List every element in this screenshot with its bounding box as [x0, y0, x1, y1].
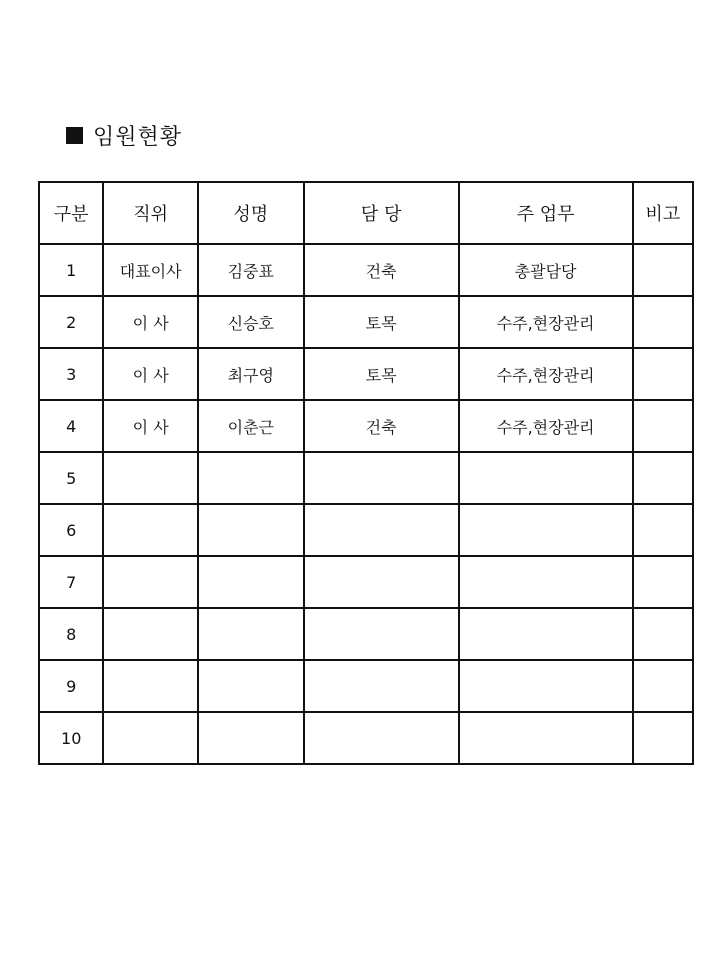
cell-name: 이춘근	[198, 400, 304, 452]
table-row	[39, 348, 693, 400]
cell-note	[633, 244, 693, 296]
cell-note	[633, 400, 693, 452]
table-row	[39, 452, 693, 504]
table-row	[39, 660, 693, 712]
cell-note	[633, 296, 693, 348]
cell-position	[103, 504, 198, 556]
table-row	[39, 400, 693, 452]
cell-number: 3	[39, 348, 103, 400]
table-row	[39, 244, 693, 296]
cell-charge	[304, 712, 459, 764]
header-charge: 담 당	[304, 182, 459, 244]
cell-note	[633, 348, 693, 400]
cell-main-duty	[459, 452, 633, 504]
cell-main-duty	[459, 712, 633, 764]
cell-main-duty	[459, 556, 633, 608]
cell-note	[633, 660, 693, 712]
cell-note	[633, 556, 693, 608]
cell-note	[633, 504, 693, 556]
section-heading	[66, 118, 182, 152]
cell-charge: 건축	[304, 244, 459, 296]
cell-note	[633, 608, 693, 660]
cell-name	[198, 712, 304, 764]
cell-main-duty	[459, 660, 633, 712]
cell-name	[198, 452, 304, 504]
cell-charge: 건축	[304, 400, 459, 452]
cell-charge	[304, 504, 459, 556]
cell-charge: 토목	[304, 296, 459, 348]
header-category: 구분	[39, 182, 103, 244]
cell-name	[198, 608, 304, 660]
cell-number: 9	[39, 660, 103, 712]
cell-number: 8	[39, 608, 103, 660]
cell-number: 10	[39, 712, 103, 764]
cell-name	[198, 504, 304, 556]
table-row	[39, 608, 693, 660]
cell-note	[633, 452, 693, 504]
cell-charge	[304, 452, 459, 504]
header-name: 성명	[198, 182, 304, 244]
cell-main-duty: 총괄담당	[459, 244, 633, 296]
cell-name: 신승호	[198, 296, 304, 348]
cell-main-duty: 수주,현장관리	[459, 348, 633, 400]
cell-name: 최구영	[198, 348, 304, 400]
cell-charge	[304, 556, 459, 608]
cell-main-duty: 수주,현장관리	[459, 400, 633, 452]
table-row	[39, 504, 693, 556]
cell-main-duty	[459, 608, 633, 660]
cell-position	[103, 556, 198, 608]
cell-position	[103, 452, 198, 504]
header-note: 비고	[633, 182, 693, 244]
cell-position: 이 사	[103, 348, 198, 400]
executive-table	[38, 181, 694, 765]
table-header-row	[39, 182, 693, 244]
cell-charge	[304, 608, 459, 660]
cell-position	[103, 608, 198, 660]
header-main-duty: 주 업무	[459, 182, 633, 244]
cell-number: 7	[39, 556, 103, 608]
cell-main-duty	[459, 504, 633, 556]
cell-position: 이 사	[103, 400, 198, 452]
cell-number: 5	[39, 452, 103, 504]
table-row	[39, 296, 693, 348]
table-row	[39, 712, 693, 764]
cell-position: 이 사	[103, 296, 198, 348]
black-square-icon	[66, 127, 83, 144]
cell-number: 1	[39, 244, 103, 296]
cell-number: 2	[39, 296, 103, 348]
cell-charge: 토목	[304, 348, 459, 400]
cell-number: 6	[39, 504, 103, 556]
cell-position	[103, 660, 198, 712]
cell-name	[198, 660, 304, 712]
cell-note	[633, 712, 693, 764]
cell-position	[103, 712, 198, 764]
cell-main-duty: 수주,현장관리	[459, 296, 633, 348]
cell-position: 대표이사	[103, 244, 198, 296]
section-title: 임원현황	[93, 124, 183, 150]
cell-number: 4	[39, 400, 103, 452]
cell-name	[198, 556, 304, 608]
header-position: 직위	[103, 182, 198, 244]
table-row	[39, 556, 693, 608]
cell-name: 김중표	[198, 244, 304, 296]
cell-charge	[304, 660, 459, 712]
